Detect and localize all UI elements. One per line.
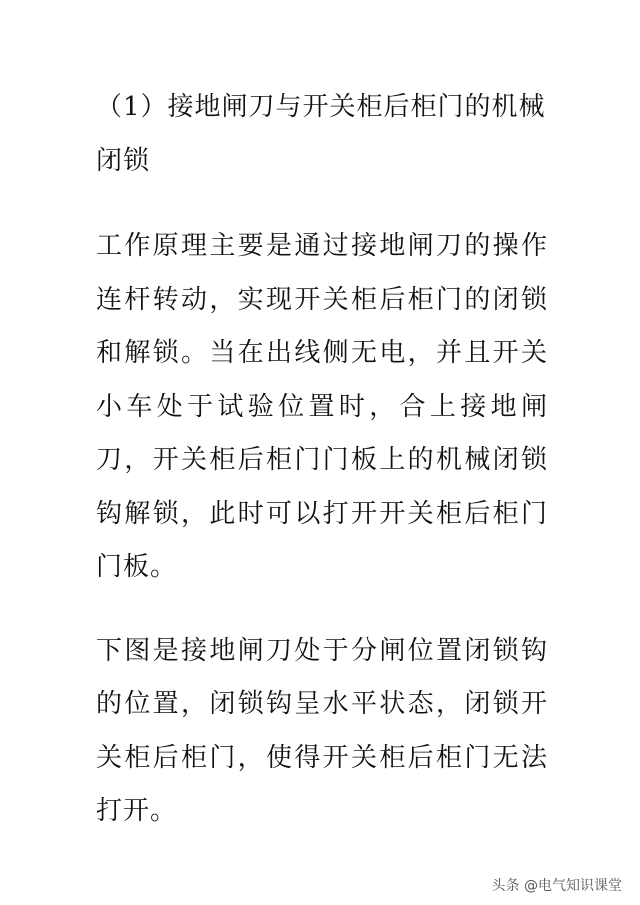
paragraph-figure-description: 下图是接地闸刀处于分闸位置闭锁钩的位置，闭锁钩呈水平状态，闭锁开关柜后柜门，使得开关柜后柜门无法打开。 — [96, 635, 548, 826]
section-heading: （1）接地闸刀与开关柜后柜门的机械闭锁 — [96, 92, 546, 176]
source-watermark: 头条 @电气知识课堂 — [491, 878, 622, 894]
paragraph-working-principle: 工作原理主要是通过接地闸刀的操作连杆转动，实现开关柜后柜门的闭锁和解锁。当在出线侧无电，并且开关小车处于试验位置时，合上接地闸刀，开关柜后柜门门板上的机械闭锁钩解锁，此时可以打开开关柜后柜门门板。 — [96, 231, 548, 582]
article-body — [96, 80, 548, 869]
